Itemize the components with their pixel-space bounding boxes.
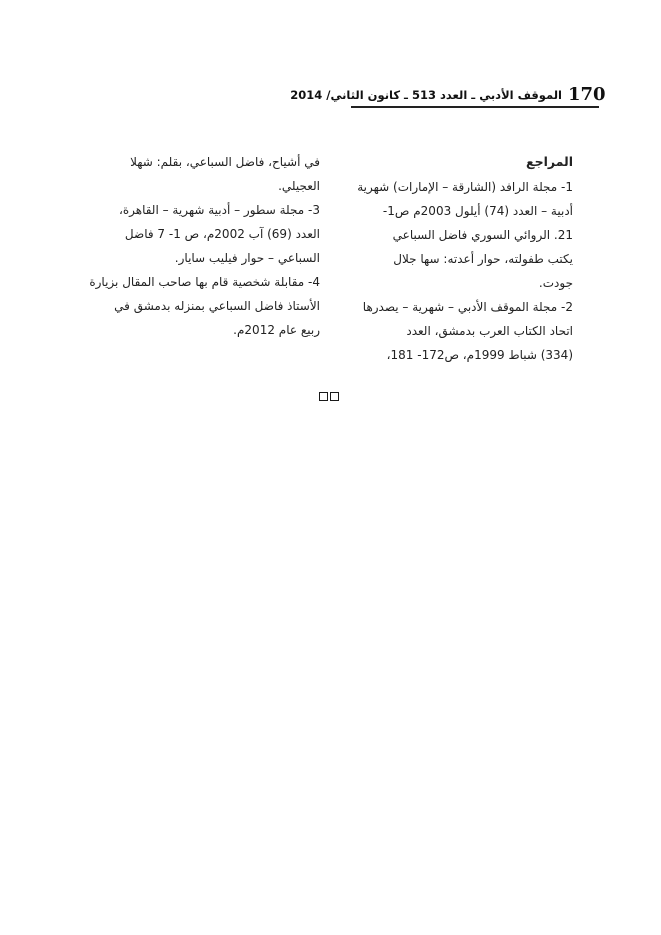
references-column-left	[89, 150, 320, 342]
reference-line: العدد (69) آب 2002م، ص 1- 7 فاضل	[124, 227, 320, 241]
end-square-icon	[330, 392, 339, 401]
running-header-title: الموقف الأدبي ـ العدد 513 ـ كانون الثاني/ 2014	[290, 88, 562, 102]
references-heading: المراجع	[526, 154, 573, 169]
reference-line: اتحاد الكتاب العرب بدمشق، العدد	[406, 324, 573, 338]
end-of-article-mark	[319, 392, 339, 401]
reference-line: 21. الروائي السوري فاضل السباعي	[392, 228, 573, 242]
reference-line: في أشياح، فاضل السباعي، بقلم: شهلا	[130, 155, 320, 169]
references-column-right	[345, 150, 573, 367]
reference-line: (334) شباط 1999م، ص172- 181،	[386, 348, 573, 362]
reference-line: جودت.	[538, 276, 573, 290]
header-divider	[351, 106, 599, 108]
reference-line: 3- مجلة سطور – أدبية شهرية – القاهرة،	[118, 203, 320, 217]
reference-line: الأستاذ فاضل السباعي بمنزله بدمشق في	[114, 299, 320, 313]
reference-line: السباعي – حوار فيليب سايار.	[174, 251, 320, 265]
reference-line: 4- مقابلة شخصية قام بها صاحب المقال بزيارة	[89, 275, 320, 289]
reference-line: يكتب طفولته، حوار أعدته: سها جلال	[393, 252, 573, 266]
reference-line: أدبية – العدد (74) أيلول 2003م ص1-	[382, 204, 573, 218]
page-number: 170	[568, 84, 606, 105]
reference-line: العجيلي.	[278, 179, 320, 193]
end-square-icon	[319, 392, 328, 401]
reference-line: 2- مجلة الموقف الأدبي – شهرية – يصدرها	[362, 300, 573, 314]
reference-line: 1- مجلة الرافد (الشارقة – الإمارات) شهرية	[357, 180, 573, 194]
reference-line: ربيع عام 2012م.	[233, 323, 320, 337]
